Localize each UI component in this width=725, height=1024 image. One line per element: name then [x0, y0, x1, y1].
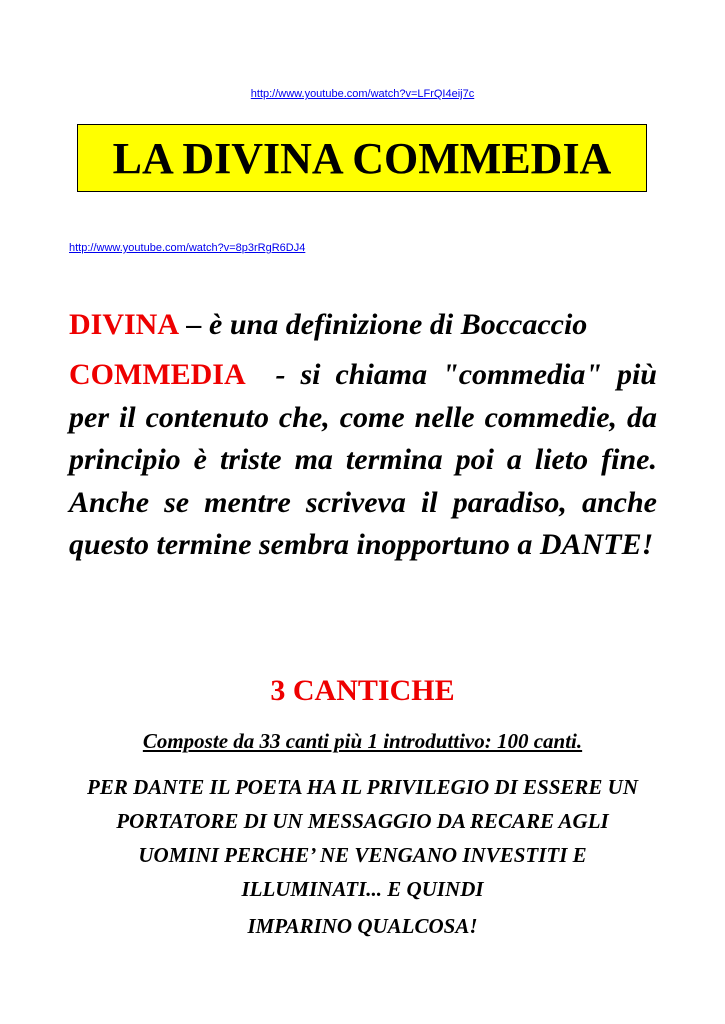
commedia-text: - si chiama "commedia" più per il contenuto che, come nelle commedie, da principio è triste ma termina poi a lieto fine. Anche se mentre scriveva il paradiso, anche questo termine sembra inopportuno a DANTE! [69, 358, 665, 561]
message-paragraph: PER DANTE IL POETA HA IL PRIVILEGIO DI ESSERE UN PORTATORE DI UN MESSAGGIO DA RECARE AGLI UOMINI PERCHE’ NE VENGANO INVESTITI E ILLUMINATI... E QUINDI [87, 775, 638, 901]
youtube-link-second[interactable]: http://www.youtube.com/watch?v=8p3rRgR6DJ4 [69, 242, 306, 254]
title-box [77, 124, 647, 192]
divina-definition [69, 304, 657, 347]
composition-line [0, 729, 725, 754]
commedia-definition [69, 354, 665, 567]
composition-text: Composte da 33 canti più 1 introduttivo: 100 canti. [142, 729, 583, 753]
commedia-term: COMMEDIA [69, 358, 246, 391]
cantiche-heading: 3 CANTICHE [270, 674, 455, 707]
divina-term: DIVINA [69, 308, 180, 341]
closing-line: IMPARINO QUALCOSA! [247, 914, 478, 938]
page-title: LA DIVINA COMMEDIA [112, 133, 612, 183]
divina-text: – è una definizione di Boccaccio [179, 308, 588, 341]
youtube-link-top[interactable]: http://www.youtube.com/watch?v=LFrQI4eij7c [250, 88, 475, 100]
